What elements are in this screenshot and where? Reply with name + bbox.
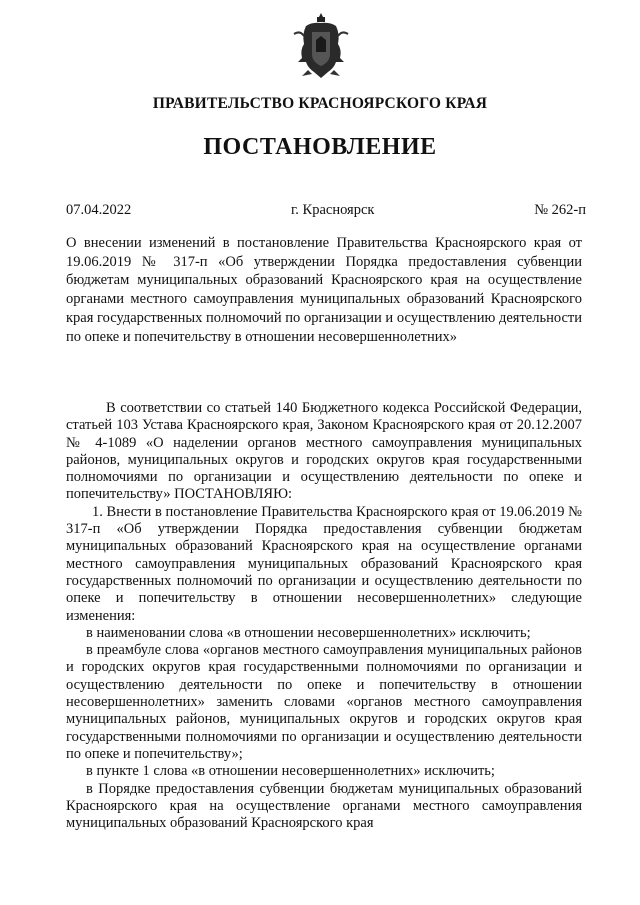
document-number: № 262-п — [534, 202, 586, 218]
document-date: 07.04.2022 — [66, 202, 132, 218]
change-item-4: в Порядке предоставления субвенции бюджетам муниципальных образований Красноярского края на осуществление органами местного самоуправления муниципальных образований Красноярского края — [66, 780, 582, 832]
document-meta-row — [66, 202, 586, 219]
change-item-2: в преамбуле слова «органов местного самоуправления муниципальных районов и городских округов края государственными полномочиями по организации и осуществлению деятельности по опеке и попечительству в отношении несовершеннолетних» заменить словами «органов местного самоуправления муниципальных районов, муниципальных округов и городских округов края государственными полномочиями по организации и осуществлению деятельности по опеке и попечительству»; — [66, 642, 582, 762]
coat-of-arms-emblem — [292, 10, 350, 82]
preamble-paragraph: В соответствии со статьей 140 Бюджетного кодекса Российской Федерации, статьей 103 Устава Красноярского края, Законом Красноярского края от 20.12.2007 № 4-1089 «О наделении органов местного самоуправления муниципальных районов, муниципальных округов и городских округов края государственными полномочиями по организации и осуществлению деятельности по опеке и попечительству» ПОСТАНОВЛЯЮ: — [66, 400, 582, 503]
change-item-1: в наименовании слова «в отношении несовершеннолетних» исключить; — [86, 624, 531, 641]
change-item-3: в пункте 1 слова «в отношении несовершеннолетних» исключить; — [86, 763, 495, 780]
document-subject: О внесении изменений в постановление Правительства Красноярского края от 19.06.2019 № 317-п «Об утверждении Порядка предоставления субвенции бюджетам муниципальных образований Красноярского края на осуществление органами местного самоуправления муниципальных образований Красноярского края государственных полномочий по организации и осуществлению деятельности по опеке и попечительству в отношении несовершеннолетних» — [66, 235, 582, 345]
document-type-title: ПОСТАНОВЛЕНИЕ — [203, 134, 437, 160]
government-title: ПРАВИТЕЛЬСТВО КРАСНОЯРСКОГО КРАЯ — [152, 95, 488, 112]
document-body — [66, 400, 582, 832]
point-1-paragraph: 1. Внести в постановление Правительства Красноярского края от 19.06.2019 № 317-п «Об утверждении Порядка предоставления субвенции бюджетам муниципальных образований Красноярского края на осуществление органами местного самоуправления муниципальных образований Красноярского края государственных полномочий по организации и осуществлению деятельности по опеке и попечительству в отношении несовершеннолетних» следующие изменения: — [66, 503, 582, 624]
document-city: г. Красноярск — [290, 202, 375, 218]
